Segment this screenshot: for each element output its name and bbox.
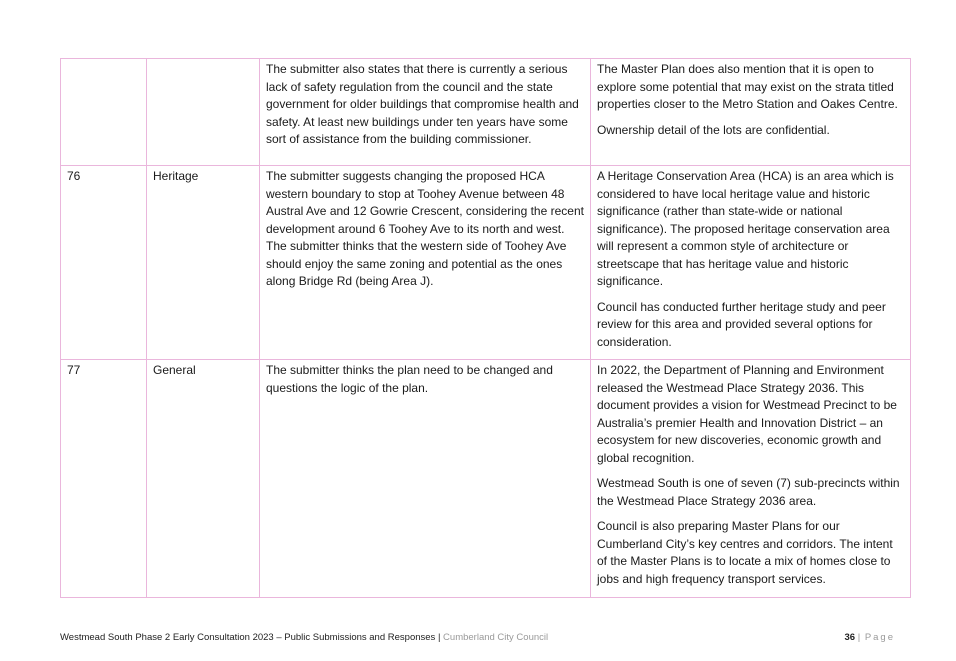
submission-paragraph: The submitter also states that there is currently a serious lack of safety regulation from the council and the state government for older buildings that compromise health and safety. At least new buildings under ten years have some sort of assistance from the building commissioner. — [266, 62, 579, 146]
table-row — [61, 360, 911, 598]
submission-topic: General — [147, 360, 260, 598]
response-paragraph: In 2022, the Department of Planning and Environment released the Westmead Place Strategy 2036. This document provides a vision for Westmead Precinct to be Australia’s premier Health and Innovation District – an ecosystem for new discoveries, economic growth and global recognition. — [597, 363, 897, 465]
page-word: Page — [864, 632, 895, 643]
submission-text — [260, 166, 591, 360]
table-row — [61, 59, 911, 166]
footer-separator: | — [437, 632, 441, 643]
submission-number — [61, 59, 147, 166]
page-indicator — [844, 632, 895, 643]
response-paragraph: Council is also preparing Master Plans for our Cumberland City’s key centres and corridors. The intent of the Master Plans is to locate a mix of homes close to jobs and high frequency transport services. — [597, 519, 893, 586]
submission-topic — [147, 59, 260, 166]
response-paragraph: Westmead South is one of seven (7) sub-precincts within the Westmead Place Strategy 2036 area. — [597, 476, 900, 508]
submissions-table — [60, 58, 911, 598]
footer-document-title: Westmead South Phase 2 Early Consultation 2023 – Public Submissions and Responses — [60, 632, 436, 643]
submission-number: 76 — [61, 166, 147, 360]
council-response — [591, 59, 911, 166]
submission-paragraph: The submitter suggests changing the proposed HCA western boundary to stop at Toohey Avenue between 48 Austral Ave and 12 Gowrie Crescent, considering the recent development around 6 Toohey Ave to its north and west. The submitter thinks that the western side of Toohey Ave should enjoy the same zoning and potential as the ones along Bridge Rd (being Area J). — [266, 169, 584, 288]
submission-text — [260, 59, 591, 166]
submission-number: 77 — [61, 360, 147, 598]
response-paragraph: Council has conducted further heritage study and peer review for this area and provided several options for consideration. — [597, 299, 886, 349]
response-paragraph: Ownership detail of the lots are confidential. — [597, 122, 830, 137]
response-paragraph: A Heritage Conservation Area (HCA) is an area which is considered to have local heritage value and historic significance (rather than state-wide or national significance). The proposed heritage conservation area will represent a common style of architecture or streetscape that has heritage value and historic significance. — [597, 169, 894, 288]
submission-topic: Heritage — [147, 166, 260, 360]
council-response — [591, 166, 911, 360]
page-footer — [60, 632, 895, 643]
council-response — [591, 360, 911, 598]
table-row — [61, 166, 911, 360]
response-paragraph: The Master Plan does also mention that it is open to explore some potential that may exist on the strata titled properties closer to the Metro Station and Oakes Centre. — [597, 62, 898, 111]
submission-text — [260, 360, 591, 598]
footer-organisation: Cumberland City Council — [443, 632, 549, 643]
page-separator: | — [857, 632, 863, 643]
submission-paragraph: The submitter thinks the plan need to be changed and questions the logic of the plan. — [266, 363, 553, 395]
page-number: 36 — [844, 632, 856, 643]
